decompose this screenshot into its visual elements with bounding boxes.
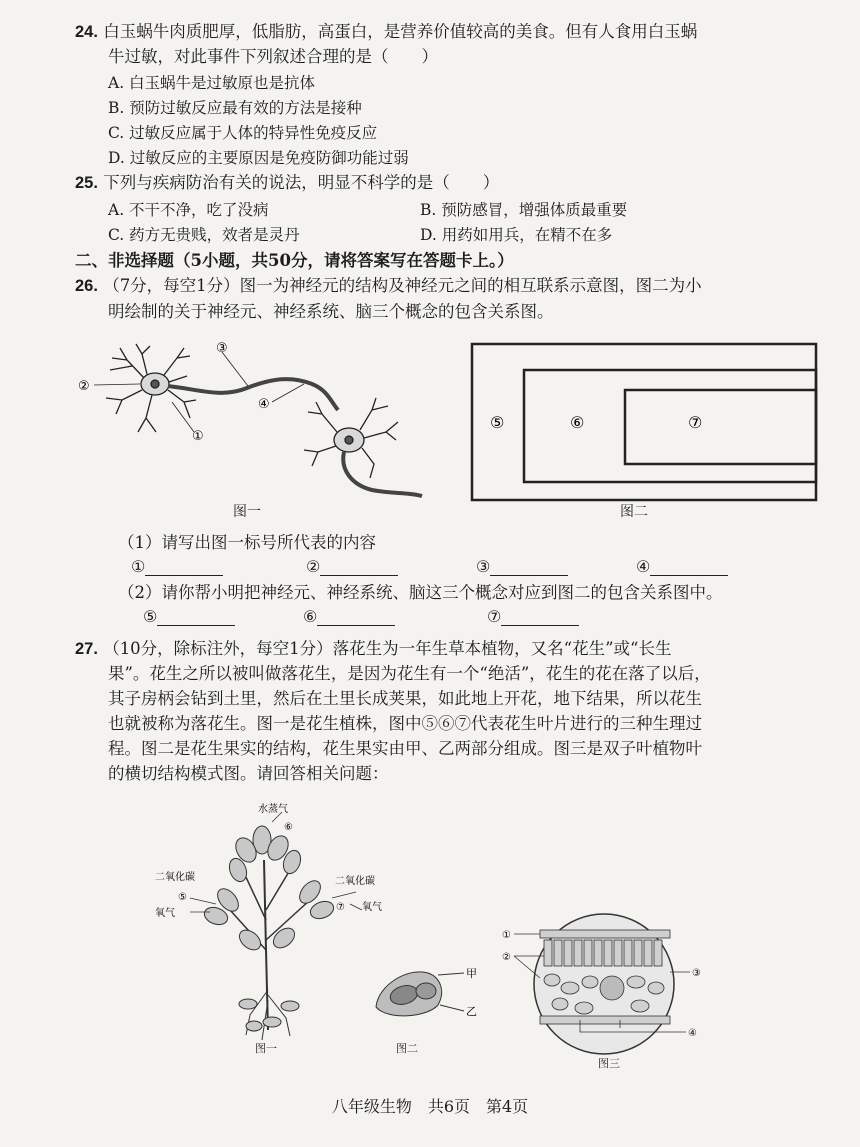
label-jia: 甲 [466,967,477,980]
neuron-diagram [72,340,432,505]
q25-option-a: A. 不干不净，吃了没病 [108,201,269,219]
q25-option-c: C. 药方无贵贱，效者是灵丹 [108,226,300,244]
blank-7-number: ⑦ [487,607,502,626]
label-water-vapor: 水蒸气 [258,804,288,815]
q27-text-2: 果”。花生之所以被叫做落花生，是因为花生有一个“绝活”，花生的花在落了以后， [108,664,711,683]
q24-option-a: A. 白玉蜗牛是过敏原也是抗体 [108,74,316,92]
label-process-7: ⑦ [336,902,345,913]
concept-nesting-diagram [470,342,820,504]
q27-text-5: 程。图二是花生果实的结构，花生果实由甲、乙两部分组成。图三是双子叶植物叶 [108,739,702,758]
blank-6-number: ⑥ [303,607,318,626]
leaf-cross-section-diagram [500,908,715,1056]
answer-blank-4[interactable] [636,557,728,576]
q27-text-1: （10分，除标注外，每空1分）落花生为一年生草本植物，又名“花生”或“长生 [103,639,672,658]
q24-option-b: B. 预防过敏反应最有效的方法是接种 [108,99,362,117]
label-o2-right: 氧气 [362,902,382,913]
page-footer: 八年级生物 共6页 第4页 [331,1097,529,1116]
q24-option-c: C. 过敏反应属于人体的特异性免疫反应 [108,124,378,142]
label-process-6: ⑥ [284,822,293,833]
q25-option-b: B. 预防感冒，增强体质最重要 [420,201,628,219]
q25-option-d: D. 用药如用兵，在精不在多 [420,226,613,244]
neuron-label-2: ② [78,379,90,394]
label-co2-left: 二氧化碳 [155,872,195,883]
q24-text-1: 白玉蜗牛肉质肥厚，低脂肪，高蛋白，是营养价值较高的美食。但有人食用白玉蜗 [103,22,698,41]
q27-number: 27. [75,640,98,658]
q25-number: 25. [75,174,98,192]
q27-fig3-caption: 图三 [598,1057,620,1070]
q26-text-2: 明绘制的关于神经元、神经系统、脑三个概念的包含关系图。 [108,302,554,321]
blank-5-number: ⑤ [143,607,158,626]
label-process-5: ⑤ [178,892,187,903]
concept-box-5-label: ⑤ [490,413,505,432]
q27-fig1-caption: 图一 [255,1042,277,1055]
q27-line-1 [75,637,672,661]
fig2-caption: 图二 [620,504,648,520]
leaf-label-2: ② [502,952,511,963]
neuron-label-3: ③ [216,341,228,356]
neuron-label-4: ④ [258,397,270,412]
q25-text: 下列与疾病防治有关的说法，明显不科学的是（ ） [103,173,500,192]
q27-fig2-caption: 图二 [396,1042,418,1055]
q26-number: 26. [75,277,98,295]
peanut-plant-diagram [150,800,400,1045]
neuron-label-1: ① [192,429,204,444]
fig1-caption: 图一 [233,504,261,520]
label-co2-right: 二氧化碳 [335,876,375,887]
q24-option-d: D. 过敏反应的主要原因是免疫防御功能过弱 [108,149,409,167]
label-yi: 乙 [466,1005,477,1018]
leaf-label-4: ④ [688,1028,697,1039]
blank-2-number: ② [306,557,321,576]
blank-1-number: ① [131,557,146,576]
q24-line-1 [75,20,697,44]
q25-line [75,171,499,195]
q27-text-6: 的横切结构模式图。请回答相关问题： [108,764,389,783]
concept-box-7-label: ⑦ [688,413,703,432]
answer-blank-5[interactable] [143,607,235,626]
leaf-label-3: ③ [692,968,701,979]
answer-blank-7[interactable] [487,607,579,626]
answer-blank-2[interactable] [306,557,398,576]
label-o2-left: 氧气 [155,908,175,919]
q27-text-4: 也就被称为落花生。图一是花生植株，图中⑤⑥⑦代表花生叶片进行的三种生理过 [108,714,702,733]
section-2-heading: 二、非选择题（5小题，共50分，请将答案写在答题卡上。） [75,251,514,270]
q27-text-3: 其子房柄会钻到土里，然后在土里长成荚果，如此地上开花，地下结果，所以花生 [108,689,702,708]
answer-blank-1[interactable] [131,557,223,576]
q26-sub1-prompt: （1）请写出图一标号所代表的内容 [118,533,376,552]
peanut-fruit-diagram [368,955,488,1025]
answer-blank-3[interactable] [476,557,568,576]
q26-sub2-prompt: （2）请你帮小明把神经元、神经系统、脑这三个概念对应到图二的包含关系图中。 [118,583,723,602]
q26-text-1: （7分，每空1分）图一为神经元的结构及神经元之间的相互联系示意图，图二为小 [103,276,702,295]
concept-box-6-label: ⑥ [570,413,585,432]
leaf-label-1: ① [502,930,511,941]
blank-4-number: ④ [636,557,651,576]
q26-line-1 [75,274,702,298]
blank-3-number: ③ [476,557,491,576]
q24-number: 24. [75,23,98,41]
answer-blank-6[interactable] [303,607,395,626]
q24-text-2: 牛过敏，对此事件下列叙述合理的是（ ） [108,47,438,66]
